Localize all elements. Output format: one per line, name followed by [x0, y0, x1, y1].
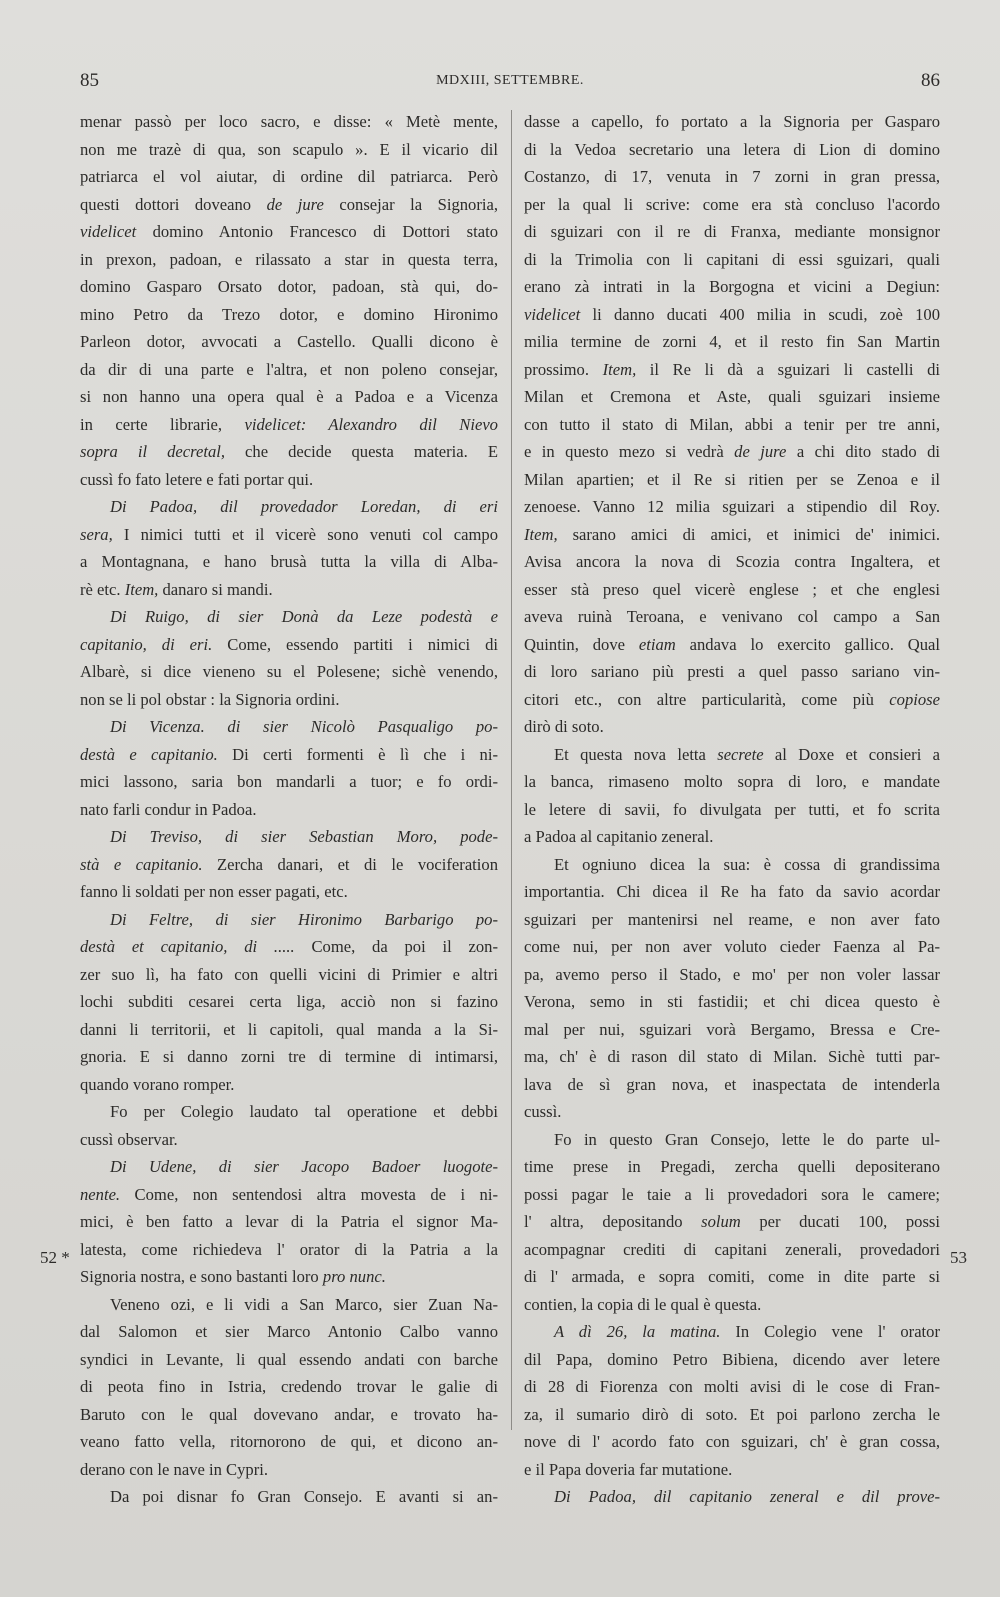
- text-line: sopra il decretal, che decide questa materia. E: [80, 442, 498, 461]
- text-line: dil Papa, domino Petro Bibiena, dicendo aver letere: [524, 1349, 940, 1369]
- text-line: Et ogniuno dicea la sua: è cossa di grandissima: [554, 854, 940, 874]
- text-line: in certe librarie, videlicet: Alexandro dil Nievo: [80, 414, 498, 434]
- text-line: za, il sumario dirò di soto. Et poi parlono zercha le: [524, 1404, 940, 1424]
- text-line: Item, sarano amici di amici, et inimici de' inimici.: [524, 524, 940, 544]
- page-number-left: 85: [80, 70, 99, 91]
- margin-marker-left: 52 *: [40, 1248, 70, 1267]
- text-line: a Montagnana, e hano brusà tutta la villa di Alba-: [80, 552, 498, 571]
- text-line: cussì observar.: [80, 1129, 178, 1149]
- text-line: A dì 26, la matina. In Colegio vene l' orator: [554, 1322, 940, 1341]
- text-line: domino Gasparo Orsato dotor, padoan, stà qui, do-: [80, 277, 498, 296]
- text-line: nove di l' acordo fato con sguizari, ch' è gran cossa,: [524, 1432, 940, 1451]
- text-line: la banca, rimaseno molto sopra di loro, e mandate: [524, 772, 940, 791]
- text-line: zer suo lì, ha fato con quelli vicini di Primier e altri: [80, 964, 498, 984]
- text-line: zenoese. Vanno 12 milia sguizari a stipendio dil Roy.: [524, 497, 940, 516]
- text-line: Milan apartien; et il Re si ritien per se Zenoa e il: [524, 469, 940, 489]
- text-line: milia termine de zorni 4, et il resto fin San Martin: [524, 332, 940, 351]
- text-line: rè etc. Item, danaro si mandi.: [80, 579, 273, 599]
- text-line: capitanio, di eri. Come, essendo partiti i nimici di: [80, 634, 498, 654]
- text-line: contien, la copia di le qual è questa.: [524, 1294, 762, 1314]
- text-line: Di Udene, di sier Jacopo Badoer luogote-: [110, 1157, 498, 1176]
- text-line: mici lassono, saria bon mandarli a tuor; e fo ordi-: [80, 772, 498, 791]
- text-line: stà e capitanio. Zercha danari, et di le vociferation: [80, 854, 498, 874]
- running-title: MDXIII, SETTEMBRE.: [436, 73, 584, 88]
- text-line: Fo in questo Gran Consejo, lette le do parte ul-: [554, 1129, 940, 1149]
- text-line: di 28 di Fiorenza con molti avisi di le cose di Fran-: [524, 1377, 940, 1396]
- text-line: Fo per Colegio laudato tal operatione et debbi: [110, 1102, 498, 1121]
- text-line: questi dottori doveano de jure consejar la Signoria,: [80, 194, 498, 214]
- text-line: e il Papa doveria far mutatione.: [524, 1459, 733, 1479]
- text-line: lava de sì gran nova, et inaspectata de intenderla: [524, 1074, 940, 1094]
- text-line: pa, avemo perso il Stado, e mo' per non voler lassar: [524, 964, 940, 984]
- page-header: [80, 70, 940, 98]
- text-line: Da poi disnar fo Gran Consejo. E avanti si an-: [110, 1487, 498, 1506]
- text-line: latesta, come richiedeva l' orator di la Patria a la: [80, 1239, 498, 1259]
- text-line: dirò di soto.: [524, 717, 604, 736]
- page-number-right: 86: [921, 70, 940, 91]
- text-line: le letere di savii, fo divulgata per tutti, et fo scrita: [524, 799, 940, 819]
- text-line: a Padoa al capitanio zeneral.: [524, 827, 714, 846]
- text-line: destà e capitanio. Di certi formenti è lì che i ni-: [80, 744, 498, 764]
- text-line: cussì.: [524, 1102, 562, 1121]
- text-line: destà et capitanio, di ..... Come, da poi il zon-: [80, 937, 498, 956]
- text-line: e in questo mezo si vedrà de jure a chi dito stado di: [524, 442, 940, 461]
- text-line: mici, è ben fatto a levar di la Patria el signor Ma-: [80, 1212, 498, 1231]
- margin-marker-right: 53: [950, 1248, 967, 1267]
- text-line: Di Feltre, di sier Hironimo Barbarigo po-: [110, 909, 498, 929]
- text-line: erano zà intrati in la Borgogna et vicini a Degiun:: [524, 277, 940, 296]
- text-line: citori etc., con altre particularità, come più copiose: [524, 689, 940, 709]
- text-line: non me trazè di qua, son scapulo ». E il vicario dil: [80, 139, 498, 159]
- text-line: prossimo. Item, il Re li dà a sguizari li castelli di: [524, 359, 940, 379]
- text-line: videlicet li danno ducati 400 milia in scudi, zoè 100: [524, 304, 940, 324]
- text-line: come nui, per non aver voluto cieder Faenza al Pa-: [524, 937, 940, 956]
- text-line: Baruto con le qual dovevano andar, e trovato ha-: [80, 1404, 498, 1424]
- text-line: esser stà preso quel vicerè englese ; et che englesi: [524, 579, 940, 599]
- text-line: patriarca el vol aiutar, di ordine dil patriarca. Però: [80, 167, 498, 186]
- text-line: dal Salomon et sier Marco Antonio Calbo vanno: [80, 1322, 498, 1341]
- text-line: Di Ruigo, di sier Donà da Leze podestà e: [110, 607, 498, 626]
- text-line: nato farli condur in Padoa.: [80, 799, 257, 819]
- text-line: sguizari per mantenirsi nel reame, e non aver fato: [524, 909, 940, 929]
- text-line: fanno li soldati per non esser pagati, etc.: [80, 882, 348, 901]
- text-line: si non hanno una opera qual è a Padoa e a Vicenza: [80, 387, 498, 406]
- text-line: non se li pol obstar : la Signoria ordini.: [80, 689, 340, 709]
- text-line: Et questa nova letta secrete al Doxe et consieri a: [554, 744, 940, 764]
- text-line: ma, ch' è di rason dil stato di Milan. Sichè tutti par-: [524, 1047, 940, 1066]
- text-line: sera, I nimici tutti et il vicerè sono venuti col campo: [80, 524, 498, 544]
- text-line: veano fatto vella, ritornorono de qui, et dicono an-: [80, 1432, 498, 1451]
- text-line: Verona, semo in sti fastidii; et chi dicea questo è: [524, 992, 940, 1011]
- text-line: mal per nui, sguizari vorà Bergamo, Bressa e Cre-: [524, 1019, 940, 1039]
- text-line: Albarè, si dice vieneno su el Polesene; sichè venendo,: [80, 662, 498, 681]
- text-line: cussì fo fato letere e fati portar qui.: [80, 469, 314, 489]
- text-line: gnoria. E si danno zorni tre di termine di intimarsi,: [80, 1047, 498, 1066]
- text-line: l' altra, depositando solum per ducati 100, possi: [524, 1212, 940, 1231]
- text-line: possi pagar le taie a li provedadori sora le camere;: [524, 1184, 940, 1204]
- text-line: Di Padoa, dil capitanio zeneral e dil prove-: [554, 1487, 940, 1506]
- text-line: syndici in Levante, li qual essendo andati con barche: [80, 1349, 498, 1369]
- text-line: di l' armada, e sopra comiti, come in dite parte si: [524, 1267, 940, 1286]
- right-column: [524, 108, 940, 1511]
- text-line: Signoria nostra, e sono bastanti loro pro nunc.: [80, 1267, 386, 1286]
- text-line: in prexon, padoan, e rilassato a star in questa terra,: [80, 249, 498, 269]
- left-column: [80, 108, 498, 1511]
- text-line: aveva ruinà Teroana, e venivano col campo a San: [524, 607, 940, 626]
- text-line: Di Vicenza. di sier Nicolò Pasqualigo po-: [110, 717, 498, 736]
- text-line: nente. Come, non sentendosi altra movesta de i ni-: [80, 1184, 498, 1204]
- text-line: da dir di una parte e l'altra, et non poleno consejar,: [80, 359, 498, 379]
- text-line: di peota fino in Istria, credendo trovar le galie di: [80, 1377, 498, 1396]
- text-line: menar passò per loco sacro, e disse: « Metè mente,: [80, 112, 498, 131]
- text-line: danni li territorii, et li capitoli, qual manda a la Si-: [80, 1019, 498, 1039]
- text-line: Milan et Cremona et Aste, quali sguizari insieme: [524, 387, 940, 406]
- text-line: acompagnar crediti di capitani zenerali, provedadori: [524, 1239, 940, 1259]
- text-line: di la Vedoa secretario una letera di Lion di domino: [524, 139, 940, 159]
- text-line: mino Petro da Trezo dotor, e domino Hironimo: [80, 304, 498, 324]
- text-line: Avisa ancora la nova di Scozia contra Ingaltera, et: [524, 552, 940, 571]
- text-line: quando vorano romper.: [80, 1074, 235, 1094]
- text-line: Parleon dotor, avvocati a Castello. Qualli dicono è: [80, 332, 498, 351]
- text-line: Costanzo, di 17, venuta in 7 zorni in gran pressa,: [524, 167, 940, 186]
- text-line: time prese in Pregadi, zercha quelli depositerano: [524, 1157, 940, 1176]
- text-line: videlicet domino Antonio Francesco di Dottori stato: [80, 222, 498, 241]
- text-line: dasse a capello, fo portato a la Signoria per Gasparo: [524, 112, 940, 131]
- column-divider: [511, 110, 512, 1430]
- text-line: Di Padoa, dil provedador Loredan, di eri: [110, 497, 498, 516]
- text-line: Quintin, dove etiam andava lo exercito gallico. Qual: [524, 634, 940, 654]
- text-line: Di Treviso, di sier Sebastian Moro, pode-: [110, 827, 498, 846]
- text-line: derano con le nave in Cypri.: [80, 1459, 269, 1479]
- text-line: di loro sariano più presti a quel passo sariano vin-: [524, 662, 940, 681]
- text-line: di la Trimolia con li capitani di essi sguizari, quali: [524, 249, 940, 269]
- text-line: lochi subditi cesarei certa liga, acciò non si fazino: [80, 992, 498, 1011]
- text-line: importantia. Chi dicea il Re ha fato da savio acordar: [524, 882, 940, 901]
- text-line: di sguizari con il re di Franxa, mediante monsignor: [524, 222, 940, 241]
- text-line: Veneno ozi, e li vidi a San Marco, sier Zuan Na-: [110, 1294, 498, 1314]
- text-line: con tutto il stato di Milan, abbi a tenir per tre anni,: [524, 414, 940, 434]
- text-line: per la qual li scrive: come era stà concluso l'acordo: [524, 194, 940, 214]
